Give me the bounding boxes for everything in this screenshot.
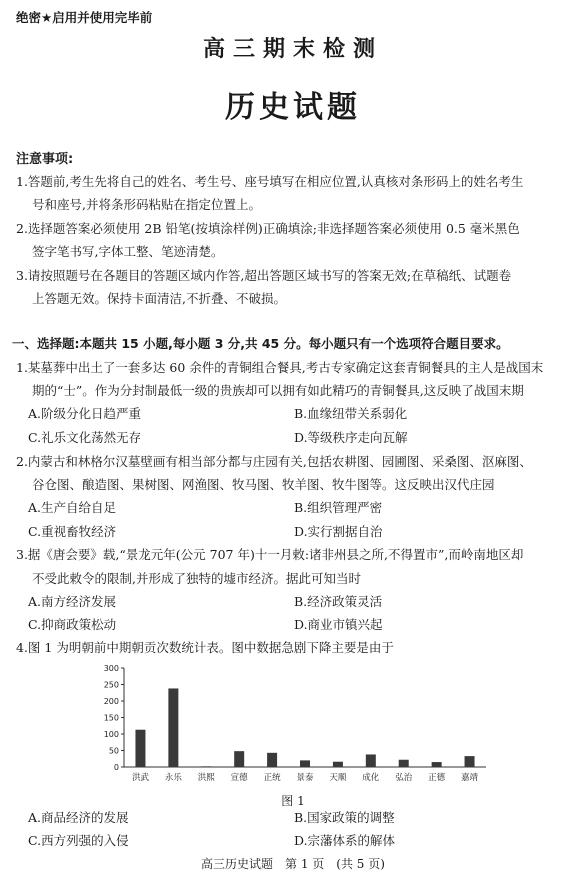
bar-正德: [432, 762, 442, 767]
bar-洪武: [135, 730, 145, 767]
bar-景泰: [300, 760, 310, 767]
bar-正统: [267, 753, 277, 767]
notice-heading: 注意事项:: [16, 152, 74, 167]
question-1-option-c: C.礼乐文化荡然无存: [28, 430, 142, 445]
tribute-bar-chart: [90, 662, 490, 788]
notice-line: 2.选择题答案必须使用 2B 铅笔(按填涂样例)正确填涂;非选择题答案必须使用 0.5 毫米黑色: [16, 221, 520, 236]
y-tick-label: 50: [108, 746, 119, 756]
question-2-option-a: A.生产自给自足: [28, 500, 117, 515]
y-tick-label: 300: [103, 664, 119, 673]
y-tick-label: 250: [103, 680, 119, 690]
question-2-stem: 2.内蒙古和林格尔汉墓壁画有相当部分都与庄园有关,包括农耕图、园圃图、采桑图、沤麻图、: [16, 454, 532, 469]
question-1-option-b: B.血缘纽带关系弱化: [294, 406, 408, 421]
x-tick-label: 天顺: [329, 773, 347, 783]
x-tick-label: 永乐: [164, 773, 182, 783]
figure-caption: 图 1: [281, 794, 305, 808]
bar-天顺: [333, 762, 343, 767]
question-4-option-c: C.西方列强的入侵: [28, 833, 129, 848]
question-3-option-b: B.经济政策灵活: [294, 594, 383, 609]
confidential-label: 绝密★启用并使用完毕前: [16, 10, 153, 25]
exam-subtitle: 历史试题: [225, 90, 361, 125]
question-4-option-b: B.国家政策的调整: [294, 810, 395, 825]
y-tick-label: 200: [103, 697, 119, 706]
question-4-stem: 4.图 1 为明朝前中期朝贡次数统计表。图中数据急剧下降主要是由于: [16, 640, 394, 655]
x-tick-label: 正统: [263, 773, 281, 783]
bar-宣德: [234, 751, 244, 767]
question-1-stem: 1.某墓葬中出土了一套多达 60 余件的青铜组合餐具,考古专家确定这套青铜餐具的主人是战国末: [16, 360, 544, 375]
question-3-stem: 3.据《唐会要》载,“景龙元年(公元 707 年)十一月敕:诸非州县之所,不得置市”,而岭南地区却: [16, 547, 524, 562]
x-tick-label: 宣德: [230, 773, 248, 783]
question-4-option-a: A.商品经济的发展: [28, 810, 129, 825]
notice-line: 上答题无效。保持卡面清洁,不折叠、不破损。: [32, 291, 286, 306]
bar-洪熙: [201, 766, 211, 767]
question-3-stem: 不受此敕令的限制,并形成了独特的墟市经济。据此可知当时: [32, 571, 361, 586]
question-2-stem: 谷仓图、酿造图、果树图、网渔图、牧马图、牧羊图、牧牛图等。这反映出汉代庄园: [32, 477, 495, 492]
x-tick-label: 景泰: [296, 773, 314, 783]
section-heading: 一、选择题:本题共 15 小题,每小题 3 分,共 45 分。每小题只有一个选项符合题目要求。: [12, 336, 509, 351]
question-2-option-b: B.组织管理严密: [294, 500, 383, 515]
x-tick-label: 正德: [428, 773, 446, 783]
y-tick-label: 100: [103, 730, 119, 739]
notice-line: 3.请按照题号在各题目的答题区域内作答,超出答题区域书写的答案无效;在草稿纸、试题卷: [16, 268, 512, 283]
question-3-option-c: C.抑商政策松动: [28, 617, 117, 632]
x-tick-label: 弘治: [395, 773, 413, 783]
notice-line: 号和座号,并将条形码粘贴在指定位置上。: [32, 197, 261, 212]
question-3-option-d: D.商业市镇兴起: [294, 617, 383, 632]
y-tick-label: 150: [103, 713, 119, 723]
question-1-option-d: D.等级秩序走向瓦解: [294, 430, 408, 445]
bar-成化: [366, 754, 376, 767]
question-4-option-d: D.宗藩体系的解体: [294, 833, 396, 848]
question-3-option-a: A.南方经济发展: [28, 594, 117, 609]
bar-嘉靖: [465, 756, 475, 767]
question-2-option-d: D.实行割据自治: [294, 524, 383, 539]
page-footer: 高三历史试题 第 1 页 (共 5 页): [201, 857, 385, 871]
question-2-option-c: C.重视畜牧经济: [28, 524, 117, 539]
notice-line: 签字笔书写,字体工整、笔迹清楚。: [32, 244, 224, 259]
x-tick-label: 嘉靖: [461, 773, 479, 783]
x-tick-label: 成化: [362, 773, 380, 783]
question-1-option-a: A.阶级分化日趋严重: [28, 406, 142, 421]
x-tick-label: 洪熙: [197, 773, 215, 783]
question-1-stem: 期的“士”。作为分封制最低一级的贵族却可以拥有如此精巧的青铜餐具,这反映了战国末期: [32, 383, 524, 398]
notice-line: 1.答题前,考生先将自己的姓名、考生号、座号填写在相应位置,认真核对条形码上的姓名考生: [16, 174, 524, 189]
exam-title: 高三期末检测: [202, 37, 383, 62]
x-tick-label: 洪武: [131, 773, 149, 783]
bar-永乐: [168, 688, 178, 767]
y-tick-label: 0: [113, 763, 119, 772]
bar-弘治: [399, 760, 409, 767]
